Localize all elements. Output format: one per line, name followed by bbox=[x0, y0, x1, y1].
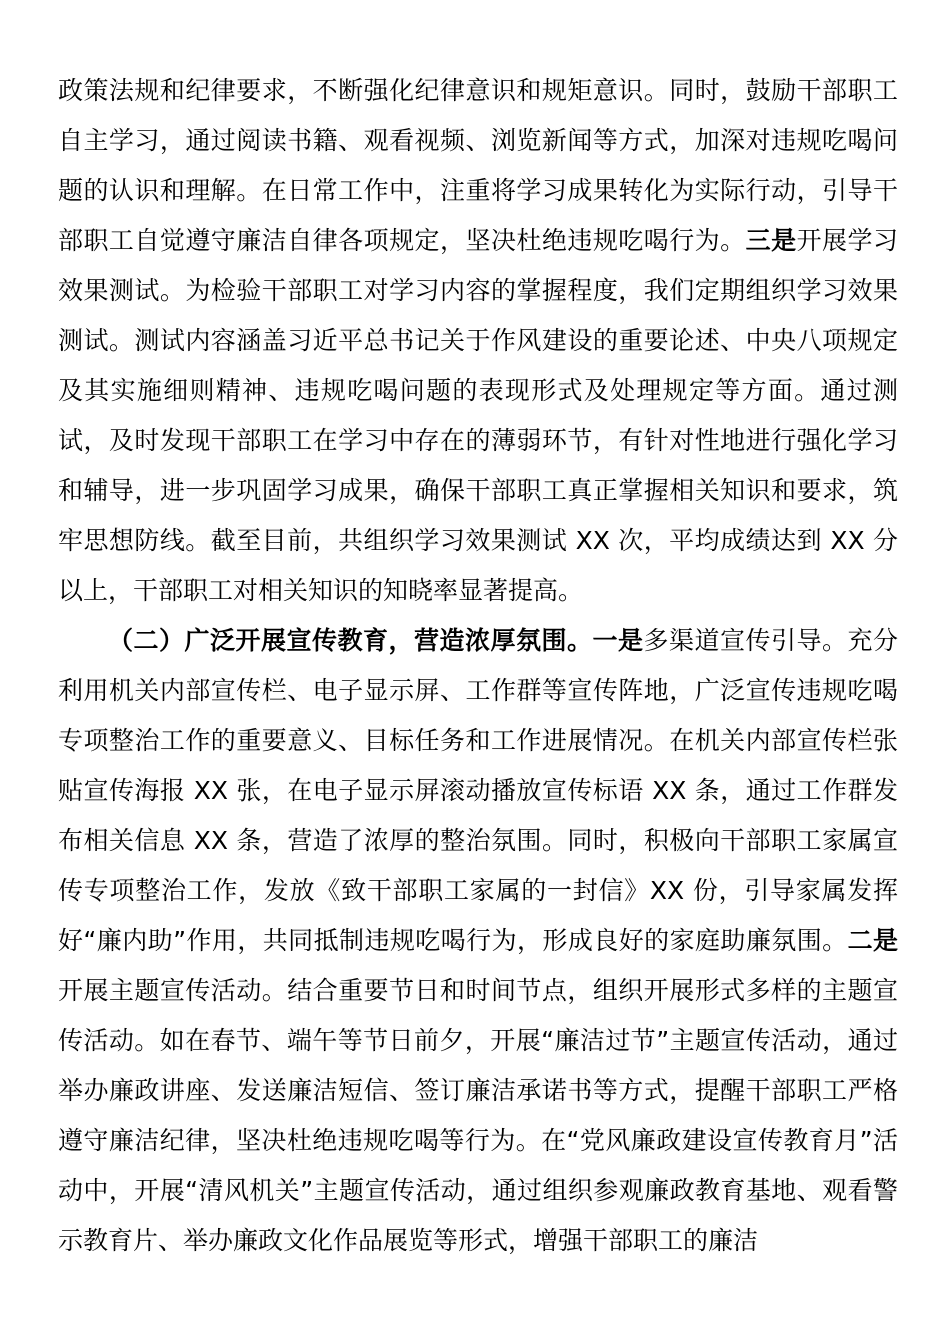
section-heading: （二）广泛开展宣传教育，营造浓厚氛围。 bbox=[108, 626, 593, 655]
document-body bbox=[58, 66, 898, 1266]
bold-marker-two: 二是 bbox=[847, 926, 898, 955]
bold-marker-one: 一是 bbox=[592, 626, 644, 655]
paragraph-text: 政策法规和纪律要求，不断强化纪律意识和规矩意识。同时，鼓励干部职工自主学习，通过阅读书籍、观看视频、浏览新闻等方式，加深对违规吃喝问题的认识和理解。在日常工作中，注重将学习成果转化为实际行动，引导干部职工自觉遵守廉洁自律各项规定，坚决杜绝违规吃喝行为。 bbox=[58, 76, 898, 255]
paragraph-text: 多渠道宣传引导。充分利用机关内部宣传栏、电子显示屏、工作群等宣传阵地，广泛宣传违规吃喝专项整治工作的重要意义、目标任务和工作进展情况。在机关内部宣传栏张贴宣传海报 XX 张，在电子显示屏滚动播放宣传标语 XX 条，通过工作群发布相关信息 XX 条，营造了浓厚的整治氛围。同时，积极向干部职工家属宣传专项整治工作，发放《致干部职工家属的一封信》XX 份，引导家属发挥好“廉内助”作用，共同抵制违规吃喝行为，形成良好的家庭助廉氛围。 bbox=[58, 626, 898, 955]
paragraph-text: 开展学习效果测试。为检验干部职工对学习内容的掌握程度，我们定期组织学习效果测试。测试内容涵盖习近平总书记关于作风建设的重要论述、中央八项规定及其实施细则精神、违规吃喝问题的表现形式及处理规定等方面。通过测试，及时发现干部职工在学习中存在的薄弱环节，有针对性地进行强化学习和辅导，进一步巩固学习成果，确保干部职工真正掌握相关知识和要求，筑牢思想防线。截至目前，共组织学习效果测试 XX 次，平均成绩达到 XX 分以上，干部职工对相关知识的知晓率显著提高。 bbox=[58, 226, 898, 605]
paragraph-study-testing bbox=[58, 66, 898, 616]
paragraph-publicity-education bbox=[58, 616, 898, 1266]
paragraph-text: 开展主题宣传活动。结合重要节日和时间节点，组织开展形式多样的主题宣传活动。如在春节、端午等节日前夕，开展“廉洁过节”主题宣传活动，通过举办廉政讲座、发送廉洁短信、签订廉洁承诺书等方式，提醒干部职工严格遵守廉洁纪律，坚决杜绝违规吃喝等行为。在“党风廉政建设宣传教育月”活动中，开展“清风机关”主题宣传活动，通过组织参观廉政教育基地、观看警示教育片、举办廉政文化作品展览等形式，增强干部职工的廉洁 bbox=[58, 976, 898, 1255]
bold-marker-three: 三是 bbox=[745, 226, 797, 255]
